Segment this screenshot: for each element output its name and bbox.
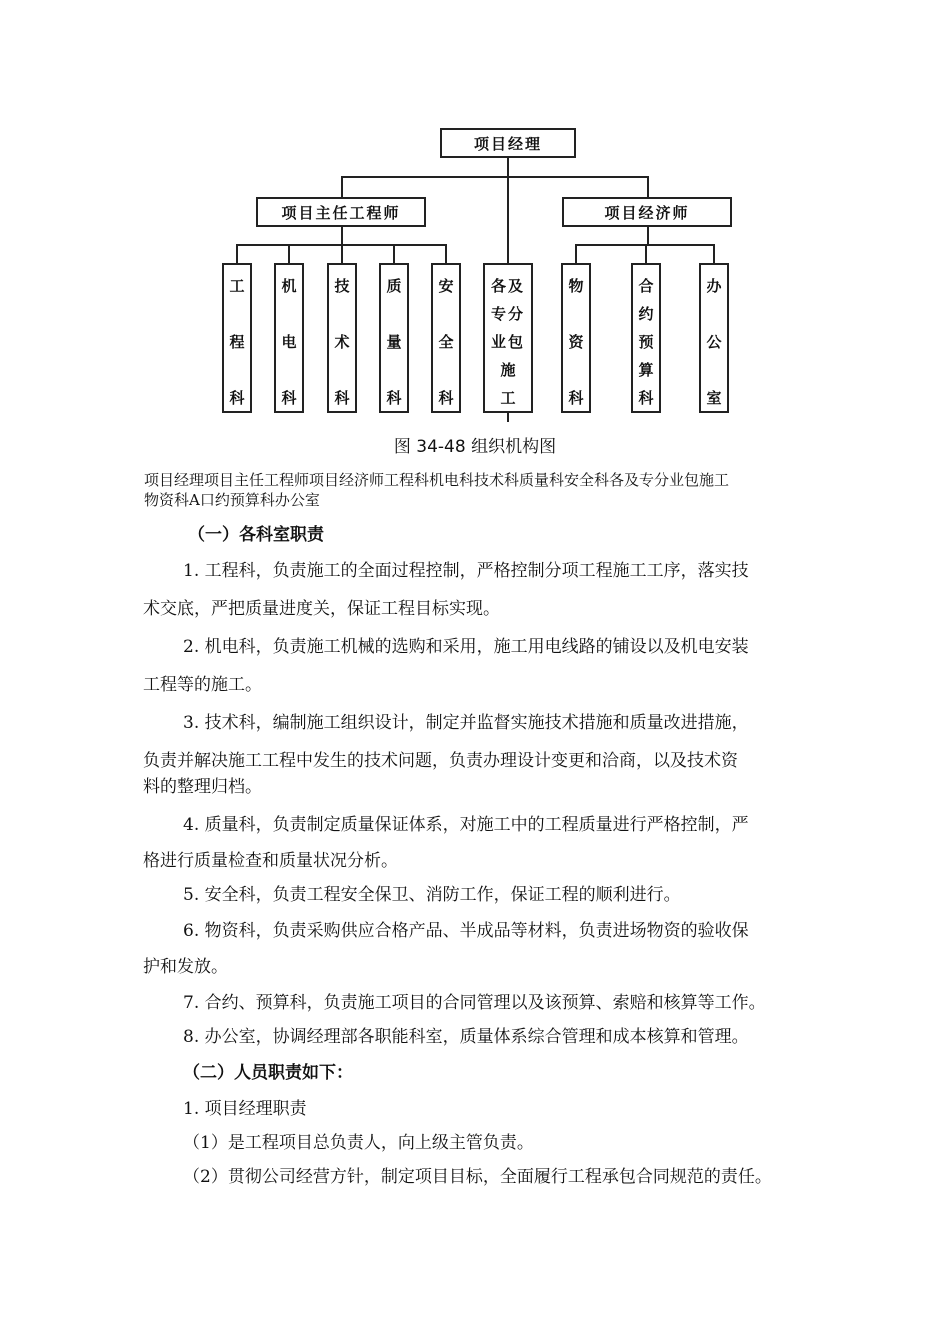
dept-char: 合 [638,277,654,295]
dept-box-materials [561,263,591,413]
paragraph-line: 术交底，严把质量进度关，保证工程目标实现。 [143,599,500,619]
dept-char: 工 [229,277,245,295]
connector-line [713,244,715,264]
subsection-title: 1. 项目经理职责 [183,1099,307,1119]
connector-line [647,225,649,245]
dept-box-quality [379,263,409,413]
dept-char: 科 [281,389,297,407]
dept-char: 约 [638,305,654,323]
section-heading: （一）各科室职责 [188,525,324,545]
connector-line [575,244,577,264]
paragraph-line: 6. 物资科，负责采购供应合格产品、半成品等材料，负责进场物资的验收保 [183,921,749,941]
dept-char: 科 [334,389,350,407]
connector-line [341,244,343,264]
ocr-text-block [144,470,824,510]
dept-char: 资 [568,333,584,351]
paragraph-line: 负责并解决施工工程中发生的技术问题，负责办理设计变更和洽商，以及技术资 [143,751,738,771]
dept-char: 术 [334,333,350,351]
paragraph-line: 4. 质量科，负责制定质量保证体系，对施工中的工程质量进行严格控制，严 [183,815,749,835]
dept-char: 公 [706,333,722,351]
ocr-line: 项目经理项目主任工程师项目经济师工程科机电科技术科质量科安全科各及专分业包施工 [144,471,730,489]
dept-char: 科 [438,389,454,407]
paragraph-line: 料的整理归档。 [143,777,262,797]
section-heading: （二）人员职责如下： [183,1063,353,1083]
dept-box-electromechanical [274,263,304,413]
dept-char: 安 [438,277,454,295]
paragraph-line: 8. 办公室，协调经理部各职能科室，质量体系综合管理和成本核算和管理。 [183,1027,749,1047]
connector-line [236,244,238,264]
economist-box: 项目经济师 [562,197,732,227]
dept-char: 科 [568,389,584,407]
dept-box-contracts-budget [631,263,661,413]
paragraph-line: 5. 安全科，负责工程安全保卫、消防工作，保证工程的顺利进行。 [183,885,681,905]
dept-box-safety [431,263,461,413]
paragraph-line: （2）贯彻公司经营方针，制定项目目标，全面履行工程承包合同规范的责任。 [183,1167,772,1187]
dept-box-engineering [222,263,252,413]
dept-box-technical [327,263,357,413]
dept-char: 施 [500,361,516,379]
connector-line [341,225,343,245]
paragraph-line: （1）是工程项目总负责人，向上级主管负责。 [183,1133,534,1153]
dept-char: 算 [638,361,654,379]
chief-engineer-box: 项目主任工程师 [256,197,426,227]
dept-char: 预 [638,333,654,351]
connector-line [341,176,343,198]
connector-line [341,176,649,178]
dept-char: 全 [438,333,454,351]
dept-char: 科 [638,389,654,407]
dept-char: 室 [706,389,722,407]
paragraph-line: 7. 合约、预算科，负责施工项目的合同管理以及该预算、索赔和核算等工作。 [183,993,766,1013]
paragraph-line: 护和发放。 [143,957,228,977]
dept-char: 各及 [490,277,525,295]
dept-box-subcontractors [483,263,533,413]
dept-char: 量 [386,333,402,351]
dept-char: 专分 [490,305,525,323]
paragraph-line: 1. 工程科，负责施工的全面过程控制，严格控制分项工程施工工序，落实技 [183,561,749,581]
connector-line [645,244,647,264]
dept-char: 物 [568,277,584,295]
dept-char: 技 [334,277,350,295]
dept-char: 业包 [490,333,525,351]
dept-char: 工 [500,389,516,407]
figure-caption: 图 34-48 组织机构图 [393,437,557,457]
root-box: 项目经理 [440,128,576,158]
dept-char: 程 [229,333,245,351]
dept-box-office [699,263,729,413]
paragraph-line: 2. 机电科，负责施工机械的选购和采用，施工用电线路的铺设以及机电安装 [183,637,749,657]
dept-char: 电 [281,333,297,351]
dept-char: 科 [386,389,402,407]
dept-char: 科 [229,389,245,407]
connector-line [445,244,447,264]
connector-line [393,244,395,264]
paragraph-line: 3. 技术科，编制施工组织设计，制定并监督实施技术措施和质量改进措施， [183,713,749,733]
dept-char: 质 [386,277,402,295]
dept-char: 办 [706,277,722,295]
dept-char: 机 [281,277,297,295]
paragraph-line: 格进行质量检查和质量状况分析。 [143,851,398,871]
connector-line [288,244,290,264]
paragraph-line: 工程等的施工。 [143,675,262,695]
connector-line [647,176,649,198]
ocr-line: 物资科A口约预算科办公室 [144,491,320,509]
